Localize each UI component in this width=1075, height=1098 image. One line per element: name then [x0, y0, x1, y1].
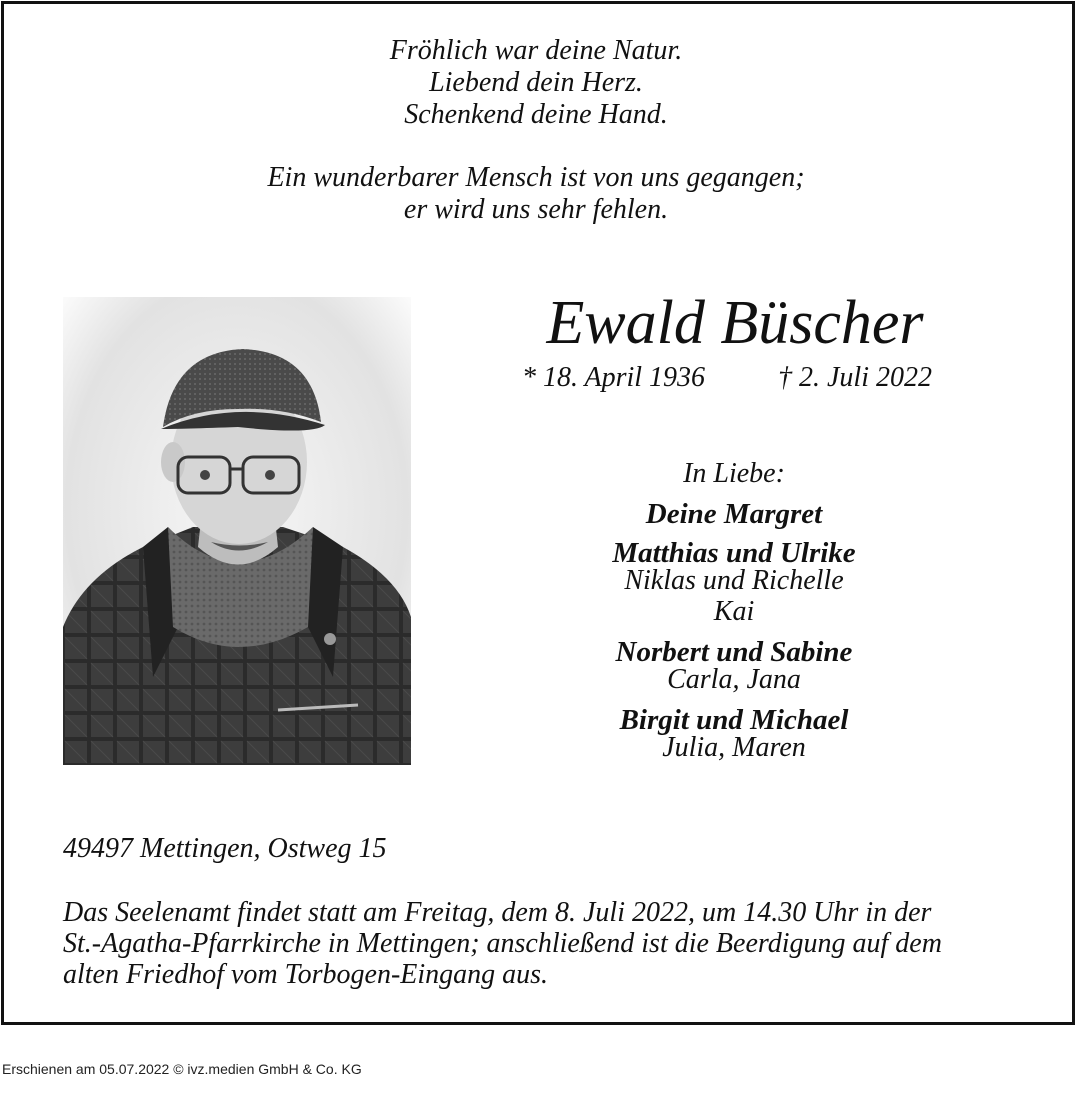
family-group-2-children-2: Kai [713, 596, 755, 627]
family-group-4-children: Julia, Maren [662, 732, 806, 763]
verse-line-4: Ein wunderbarer Mensch ist von uns gegangen; [267, 162, 805, 193]
portrait-photo [63, 297, 411, 765]
family-group-3-children: Carla, Jana [667, 664, 801, 695]
family-group-4: Birgit und Michael [619, 704, 849, 736]
address: 49497 Mettingen, Ostweg 15 [63, 833, 387, 864]
family-list [534, 458, 934, 763]
verse-line-5: er wird uns sehr fehlen. [403, 194, 669, 225]
service-line-3: alten Friedhof vom Torbogen-Eingang aus. [63, 959, 549, 990]
deceased-name: Ewald Büscher [546, 289, 924, 357]
birth-date: * 18. April 1936 [522, 362, 706, 393]
service-line-1: Das Seelenamt findet statt am Freitag, dem 8. Juli 2022, um 14.30 Uhr in der [63, 897, 932, 928]
family-group-2-children-1: Niklas und Richelle [624, 565, 844, 596]
family-group-1: Deine Margret [645, 498, 823, 530]
service-line-2: St.-Agatha-Pfarrkirche in Mettingen; anschließend ist die Beerdigung auf dem [63, 928, 942, 959]
death-date: † 2. Juli 2022 [778, 362, 932, 393]
verse-line-2: Liebend dein Herz. [429, 67, 643, 98]
verse-line-3: Schenkend deine Hand. [404, 99, 668, 130]
family-group-2: Matthias und Ulrike [612, 537, 856, 569]
publication-footer: Erschienen am 05.07.2022 © ivz.medien GmbH & Co. KG [2, 1061, 362, 1077]
family-group-3: Norbert und Sabine [615, 636, 853, 668]
service-info [63, 897, 1043, 990]
verse-line-1: Fröhlich war deine Natur. [389, 35, 683, 66]
family-intro: In Liebe: [683, 458, 785, 489]
